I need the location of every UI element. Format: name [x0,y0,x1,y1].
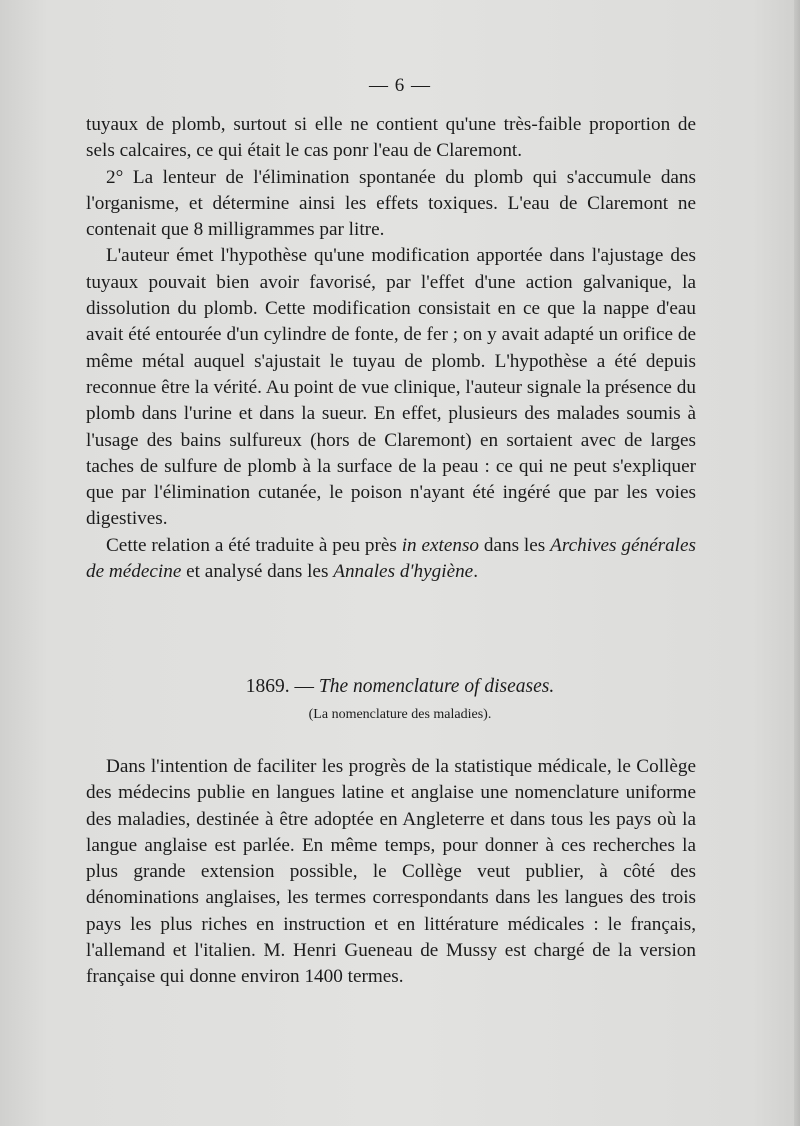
section-1-text [86,112,696,585]
section-heading [0,676,800,698]
heading-title: The nomenclature of diseases. [318,676,555,697]
paragraph-point-2: 2° La lenteur de l'élimination spontanée du plomb qui s'accumule dans l'organisme, et détermine ainsi les effets toxiques. L'eau de Claremont ne contenait que 8 milligrammes par litre. [86,166,696,241]
journal-title-annales: Annales d'hygiène [333,561,474,583]
paragraph-hypothesis: L'auteur émet l'hypothèse qu'une modification apportée dans l'ajustage des tuyaux pouvait bien avoir favorisé, par l'effet d'une action galvanique, la dissolution du plomb. Cette modification consistait en ce que la nappe d'eau avait été entourée d'un cylindre de fonte, de fer ; on y avait adapté un orifice de même métal auquel s'ajustait le tuyau de plomb. L'hypothèse a été depuis reconnue être la vérité. Au point de vue clinique, l'auteur signale la présence du plomb dans l'urine et dans la sueur. En effet, plusieurs des malades soumis à l'usage des bains sulfureux (hors de Claremont) en sortaient avec de larges taches de sulfure de plomb à la surface de la peau : ce qui ne peut s'expliquer que par l'élimination cutanée, le poison n'ayant été ingéré que par les voies digestives. [86,245,696,530]
paragraph-translation-note [86,533,696,586]
translation-text-italic-extenso: in extenso [401,534,480,556]
paragraph-continuation: tuyaux de plomb, surtout si elle ne contient qu'une très-faible proportion de sels calcaires, ce qui était le cas ponr l'eau de Claremont. [86,114,696,162]
journal-title-archives: Archives générales de médecine [86,534,696,583]
page-edge [794,0,800,1126]
page-number: — 6 — [369,75,431,96]
translation-text-c: dans les [479,534,551,556]
section-subheading: (La nomenclature des maladies). [308,707,492,722]
translation-text-g: . [473,561,478,583]
heading-year: 1869. — [245,676,319,697]
translation-text-a: Cette relation a été traduite à peu près [106,534,402,556]
paragraph-nomenclature: Dans l'intention de faciliter les progrès de la statistique médicale, le Collège des médecins publie en langues latine et anglaise une nomenclature uniforme des maladies, destinée à être adoptée en Angleterre et dans tous les pays où la langue anglaise est parlée. En même temps, pour donner à ces recherches la plus grande extension possible, le Collège veut publier, à côté des dénominations anglaises, les termes correspondants dans les langues des trois pays les plus riches en instruction et en littérature médicales : le français, l'allemand et l'italien. M. Henri Gueneau de Mussy est chargé de la version française qui donne environ 1400 termes. [86,756,696,988]
translation-text-e: et analysé dans les [181,561,334,583]
section-2-text [86,754,696,991]
